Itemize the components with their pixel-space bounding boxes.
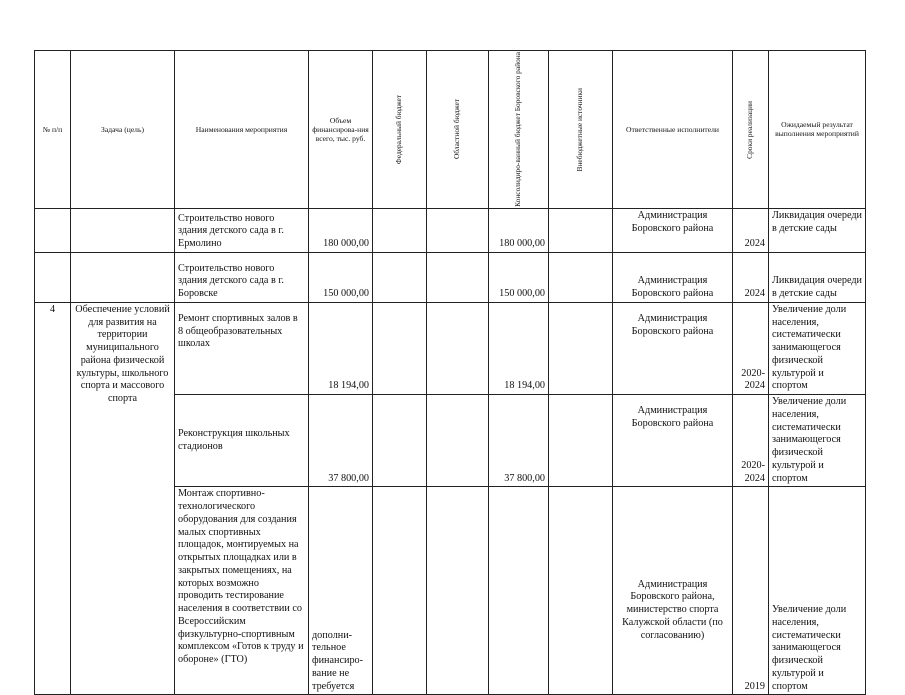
cell-responsible: Администрация Боровского района (613, 302, 733, 394)
cell-result: Увеличение доли населения, систематически занимающегося физической культурой и спортом (769, 395, 866, 487)
header-total: Объем финансирова-ния всего, тыс. руб. (309, 51, 373, 209)
cell-event: Строительство нового здания детского сада в г. Боровске (175, 252, 309, 302)
header-responsible: Ответственные исполнители (613, 51, 733, 209)
cell-result: Ликвидация очереди в детские сады (769, 252, 866, 302)
cell-federal (373, 252, 427, 302)
cell-event: Реконструкция школьных стадионов (175, 395, 309, 487)
cell-federal (373, 487, 427, 695)
cell-terms: 2020-2024 (733, 302, 769, 394)
cell-consolidated: 150 000,00 (489, 252, 549, 302)
cell-regional (427, 395, 489, 487)
cell-terms: 2019 (733, 487, 769, 695)
cell-result: Увеличение доли населения, систематически занимающегося физической культурой и спортом (769, 302, 866, 394)
cell-task: Обеспечение условий для развития на территории муниципального района физической культуры, школьного спорта и массового спорта (71, 302, 175, 695)
cell-extra (549, 395, 613, 487)
cell-event: Строительство нового здания детского сада в г. Ермолино (175, 208, 309, 252)
header-num: № п/п (35, 51, 71, 209)
cell-consolidated (489, 487, 549, 695)
cell-total: 37 800,00 (309, 395, 373, 487)
cell-consolidated: 180 000,00 (489, 208, 549, 252)
cell-extra (549, 252, 613, 302)
cell-num (35, 208, 71, 252)
cell-event: Монтаж спортивно-технологического оборудования для создания малых спортивных площадок, монтируемых на открытых площадках или в закрытых помещениях, на которых возможно проводить тестирование населения в соответствии со Всероссийским физкультурно-спортивным комплексом «Готов к труду и обороне» (ГТО) (175, 487, 309, 695)
cell-federal (373, 302, 427, 394)
cell-regional (427, 252, 489, 302)
cell-num (35, 252, 71, 302)
header-federal: Федеральный бюджет (373, 51, 427, 209)
cell-responsible: Администрация Боровского района (613, 208, 733, 252)
cell-extra (549, 487, 613, 695)
cell-total: 18 194,00 (309, 302, 373, 394)
cell-total: дополни-тельное финансиро-вание не требуется (309, 487, 373, 695)
header-row (35, 51, 866, 209)
header-regional: Областной бюджет (427, 51, 489, 209)
cell-total: 150 000,00 (309, 252, 373, 302)
cell-responsible: Администрация Боровского района (613, 395, 733, 487)
cell-task (71, 252, 175, 302)
header-task: Задача (цель) (71, 51, 175, 209)
header-result: Ожидаемый результат выполнения мероприятий (769, 51, 866, 209)
cell-total: 180 000,00 (309, 208, 373, 252)
header-extra: Внебюджетные источники (549, 51, 613, 209)
cell-event: Ремонт спортивных залов в 8 общеобразовательных школах (175, 302, 309, 394)
cell-terms: 2020-2024 (733, 395, 769, 487)
table-row (35, 302, 866, 394)
table-row (35, 252, 866, 302)
cell-terms: 2024 (733, 252, 769, 302)
cell-extra (549, 208, 613, 252)
cell-consolidated: 37 800,00 (489, 395, 549, 487)
table-row (35, 208, 866, 252)
cell-result: Ликвидация очереди в детские сады (769, 208, 866, 252)
header-event: Наименования мероприятия (175, 51, 309, 209)
header-consolidated: Консолидиро-ванный бюджет Боровского района (489, 51, 549, 209)
header-terms: Сроки реализации (733, 51, 769, 209)
program-table (34, 50, 866, 695)
cell-consolidated: 18 194,00 (489, 302, 549, 394)
cell-terms: 2024 (733, 208, 769, 252)
cell-task (71, 208, 175, 252)
cell-regional (427, 302, 489, 394)
cell-federal (373, 395, 427, 487)
cell-result: Увеличение доли населения, систематически занимающегося физической культурой и спортом (769, 487, 866, 695)
cell-regional (427, 487, 489, 695)
cell-responsible: Администрация Боровского района, министерство спорта Калужской области (по согласованию) (613, 487, 733, 695)
cell-regional (427, 208, 489, 252)
cell-responsible: Администрация Боровского района (613, 252, 733, 302)
cell-extra (549, 302, 613, 394)
cell-federal (373, 208, 427, 252)
cell-num: 4 (35, 302, 71, 695)
